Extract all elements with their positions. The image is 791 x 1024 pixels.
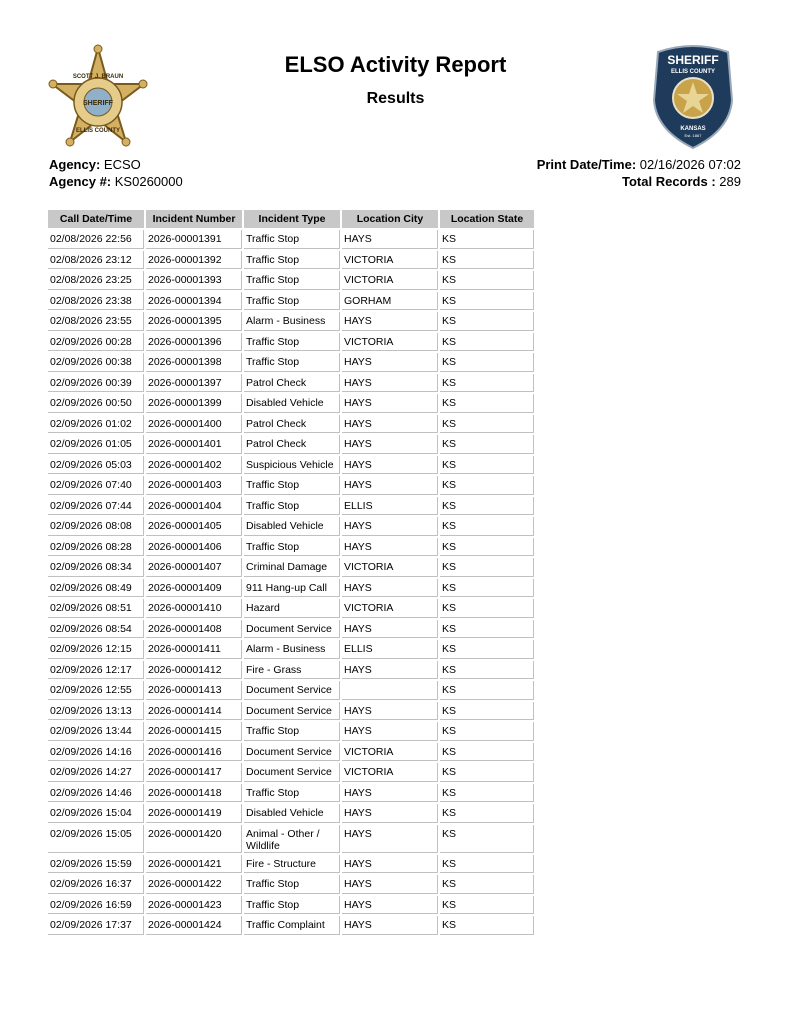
table-row: [48, 896, 534, 915]
incident-type-cell: Disabled Vehicle: [244, 517, 340, 536]
incident-type-cell: Traffic Complaint: [244, 916, 340, 935]
location-state-cell: KS: [440, 579, 534, 598]
incident-number-cell: 2026-00001392: [146, 251, 242, 270]
incident-type-cell: Document Service: [244, 702, 340, 721]
incident-type-cell: Hazard: [244, 599, 340, 618]
incident-number-cell: 2026-00001417: [146, 763, 242, 782]
patch-text-top: SHERIFF: [667, 53, 719, 67]
call-datetime-cell: 02/09/2026 01:02: [48, 415, 144, 434]
incident-type-cell: Traffic Stop: [244, 497, 340, 516]
incident-type-cell: Document Service: [244, 681, 340, 700]
location-state-cell: KS: [440, 620, 534, 639]
incident-number-cell: 2026-00001411: [146, 640, 242, 659]
location-state-cell: KS: [440, 333, 534, 352]
activity-table: [46, 208, 536, 937]
call-datetime-cell: 02/09/2026 07:44: [48, 497, 144, 516]
total-records-line: [537, 173, 741, 190]
incident-type-cell: Fire - Structure: [244, 855, 340, 874]
table-row: [48, 312, 534, 331]
location-city-cell: HAYS: [342, 804, 438, 823]
location-city-cell: HAYS: [342, 702, 438, 721]
incident-type-cell: Traffic Stop: [244, 784, 340, 803]
incident-type-cell: Traffic Stop: [244, 353, 340, 372]
call-datetime-cell: 02/09/2026 08:54: [48, 620, 144, 639]
incident-type-cell: Document Service: [244, 763, 340, 782]
report-title: ELSO Activity Report: [284, 52, 507, 77]
location-city-cell: HAYS: [342, 230, 438, 249]
location-city-cell: VICTORIA: [342, 558, 438, 577]
incident-type-cell: Traffic Stop: [244, 896, 340, 915]
incident-type-cell: Patrol Check: [244, 435, 340, 454]
patch-text-bottom: KANSAS: [680, 126, 706, 132]
table-header-row: [48, 210, 534, 228]
table-row: [48, 855, 534, 874]
print-datetime-value: 02/16/2026 07:02: [639, 157, 741, 172]
incident-number-cell: 2026-00001424: [146, 916, 242, 935]
table-row: [48, 702, 534, 721]
table-row: [48, 620, 534, 639]
location-state-cell: KS: [440, 558, 534, 577]
incident-type-cell: Alarm - Business: [244, 640, 340, 659]
call-datetime-cell: 02/08/2026 23:25: [48, 271, 144, 290]
incident-number-cell: 2026-00001394: [146, 292, 242, 311]
table-row: [48, 456, 534, 475]
location-city-cell: HAYS: [342, 435, 438, 454]
incident-number-cell: 2026-00001398: [146, 353, 242, 372]
table-row: [48, 784, 534, 803]
table-row: [48, 916, 534, 935]
location-city-cell: HAYS: [342, 415, 438, 434]
location-city-cell: HAYS: [342, 825, 438, 853]
incident-number-cell: 2026-00001406: [146, 538, 242, 557]
incident-number-cell: 2026-00001416: [146, 743, 242, 762]
print-datetime-label: Print Date/Time:: [536, 157, 637, 172]
table-row: [48, 333, 534, 352]
call-datetime-cell: 02/08/2026 22:56: [48, 230, 144, 249]
call-datetime-cell: 02/09/2026 00:28: [48, 333, 144, 352]
call-datetime-cell: 02/09/2026 08:51: [48, 599, 144, 618]
incident-number-cell: 2026-00001391: [146, 230, 242, 249]
location-city-cell: HAYS: [342, 312, 438, 331]
column-header: Location City: [342, 210, 438, 228]
call-datetime-cell: 02/09/2026 16:37: [48, 875, 144, 894]
column-header: Location State: [440, 210, 534, 228]
table-row: [48, 804, 534, 823]
location-city-cell: ELLIS: [342, 640, 438, 659]
location-city-cell: VICTORIA: [342, 333, 438, 352]
table-row: [48, 722, 534, 741]
location-state-cell: KS: [440, 661, 534, 680]
table-row: [48, 230, 534, 249]
incident-number-cell: 2026-00001401: [146, 435, 242, 454]
incident-number-cell: 2026-00001423: [146, 896, 242, 915]
incident-number-cell: 2026-00001407: [146, 558, 242, 577]
location-state-cell: KS: [440, 538, 534, 557]
agency-number-label: Agency #:: [49, 174, 112, 189]
location-city-cell: HAYS: [342, 394, 438, 413]
table-row: [48, 681, 534, 700]
incident-type-cell: Criminal Damage: [244, 558, 340, 577]
location-state-cell: KS: [440, 896, 534, 915]
location-city-cell: HAYS: [342, 538, 438, 557]
location-city-cell: HAYS: [342, 661, 438, 680]
incident-type-cell: Suspicious Vehicle: [244, 456, 340, 475]
location-state-cell: KS: [440, 415, 534, 434]
call-datetime-cell: 02/09/2026 08:34: [48, 558, 144, 577]
patch-text-sub: ELLIS COUNTY: [670, 69, 716, 75]
incident-type-cell: 911 Hang-up Call: [244, 579, 340, 598]
column-header: Incident Number: [146, 210, 242, 228]
call-datetime-cell: 02/09/2026 12:17: [48, 661, 144, 680]
location-state-cell: KS: [440, 804, 534, 823]
location-city-cell: GORHAM: [342, 292, 438, 311]
call-datetime-cell: 02/09/2026 15:05: [48, 825, 144, 853]
location-state-cell: KS: [440, 702, 534, 721]
star-text-center: SHERIFF: [83, 100, 113, 107]
column-header: Call Date/Time: [48, 210, 144, 228]
location-state-cell: KS: [440, 517, 534, 536]
table-row: [48, 558, 534, 577]
call-datetime-cell: 02/09/2026 14:27: [48, 763, 144, 782]
table-row: [48, 517, 534, 536]
print-info: [537, 156, 741, 190]
table-row: [48, 292, 534, 311]
incident-number-cell: 2026-00001404: [146, 497, 242, 516]
call-datetime-cell: 02/09/2026 07:40: [48, 476, 144, 495]
patch-text-est: Est. 1867: [684, 133, 702, 138]
table-row: [48, 825, 534, 853]
location-city-cell: HAYS: [342, 784, 438, 803]
table-row: [48, 640, 534, 659]
call-datetime-cell: 02/09/2026 12:55: [48, 681, 144, 700]
location-state-cell: KS: [440, 722, 534, 741]
location-city-cell: VICTORIA: [342, 251, 438, 270]
location-city-cell: HAYS: [342, 456, 438, 475]
table-row: [48, 415, 534, 434]
incident-number-cell: 2026-00001422: [146, 875, 242, 894]
table-row: [48, 661, 534, 680]
agency-value: ECSO: [103, 157, 141, 172]
location-state-cell: KS: [440, 916, 534, 935]
location-city-cell: [342, 681, 438, 700]
table-row: [48, 271, 534, 290]
table-row: [48, 394, 534, 413]
call-datetime-cell: 02/09/2026 13:13: [48, 702, 144, 721]
location-state-cell: KS: [440, 855, 534, 874]
location-city-cell: HAYS: [342, 855, 438, 874]
location-state-cell: KS: [440, 251, 534, 270]
location-state-cell: KS: [440, 763, 534, 782]
agency-label: Agency:: [49, 157, 101, 172]
incident-number-cell: 2026-00001409: [146, 579, 242, 598]
call-datetime-cell: 02/09/2026 15:04: [48, 804, 144, 823]
location-city-cell: VICTORIA: [342, 763, 438, 782]
call-datetime-cell: 02/09/2026 08:28: [48, 538, 144, 557]
location-city-cell: HAYS: [342, 916, 438, 935]
location-city-cell: VICTORIA: [342, 599, 438, 618]
call-datetime-cell: 02/09/2026 16:59: [48, 896, 144, 915]
incident-type-cell: Document Service: [244, 620, 340, 639]
incident-type-cell: Traffic Stop: [244, 333, 340, 352]
incident-type-cell: Disabled Vehicle: [244, 394, 340, 413]
incident-type-cell: Animal - Other / Wildlife: [244, 825, 340, 853]
incident-number-cell: 2026-00001408: [146, 620, 242, 639]
call-datetime-cell: 02/09/2026 08:08: [48, 517, 144, 536]
call-datetime-cell: 02/09/2026 12:15: [48, 640, 144, 659]
location-state-cell: KS: [440, 784, 534, 803]
incident-type-cell: Traffic Stop: [244, 538, 340, 557]
incident-number-cell: 2026-00001393: [146, 271, 242, 290]
incident-type-cell: Traffic Stop: [244, 230, 340, 249]
incident-number-cell: 2026-00001419: [146, 804, 242, 823]
call-datetime-cell: 02/08/2026 23:55: [48, 312, 144, 331]
incident-number-cell: 2026-00001402: [146, 456, 242, 475]
agency-number-line: [49, 173, 183, 190]
incident-number-cell: 2026-00001418: [146, 784, 242, 803]
location-state-cell: KS: [440, 353, 534, 372]
agency-number-value: KS0260000: [114, 174, 183, 189]
star-text-bottom: ELLIS COUNTY: [75, 128, 121, 134]
location-state-cell: KS: [440, 497, 534, 516]
location-state-cell: KS: [440, 312, 534, 331]
table-row: [48, 763, 534, 782]
table-row: [48, 599, 534, 618]
location-state-cell: KS: [440, 743, 534, 762]
agency-line: [49, 156, 183, 173]
incident-type-cell: Fire - Grass: [244, 661, 340, 680]
incident-type-cell: Traffic Stop: [244, 722, 340, 741]
table-row: [48, 875, 534, 894]
location-state-cell: KS: [440, 435, 534, 454]
location-state-cell: KS: [440, 599, 534, 618]
location-state-cell: KS: [440, 681, 534, 700]
location-state-cell: KS: [440, 640, 534, 659]
location-city-cell: HAYS: [342, 374, 438, 393]
table-row: [48, 579, 534, 598]
table-row: [48, 538, 534, 557]
location-state-cell: KS: [440, 875, 534, 894]
location-city-cell: HAYS: [342, 620, 438, 639]
incident-number-cell: 2026-00001405: [146, 517, 242, 536]
call-datetime-cell: 02/09/2026 15:59: [48, 855, 144, 874]
total-records-value: 289: [719, 174, 741, 189]
call-datetime-cell: 02/09/2026 05:03: [48, 456, 144, 475]
location-city-cell: HAYS: [342, 353, 438, 372]
table-row: [48, 374, 534, 393]
incident-number-cell: 2026-00001395: [146, 312, 242, 331]
location-city-cell: HAYS: [342, 579, 438, 598]
incident-number-cell: 2026-00001420: [146, 825, 242, 853]
incident-type-cell: Document Service: [244, 743, 340, 762]
agency-info: [49, 156, 183, 190]
table-row: [48, 435, 534, 454]
call-datetime-cell: 02/09/2026 13:44: [48, 722, 144, 741]
incident-number-cell: 2026-00001410: [146, 599, 242, 618]
incident-number-cell: 2026-00001412: [146, 661, 242, 680]
incident-type-cell: Patrol Check: [244, 415, 340, 434]
table-row: [48, 251, 534, 270]
incident-type-cell: Traffic Stop: [244, 875, 340, 894]
incident-type-cell: Traffic Stop: [244, 251, 340, 270]
location-state-cell: KS: [440, 394, 534, 413]
location-state-cell: KS: [440, 374, 534, 393]
table-row: [48, 743, 534, 762]
location-city-cell: HAYS: [342, 722, 438, 741]
column-header: Incident Type: [244, 210, 340, 228]
star-text-top: SCOTT J. BRAUN: [72, 74, 124, 80]
incident-number-cell: 2026-00001397: [146, 374, 242, 393]
call-datetime-cell: 02/09/2026 00:50: [48, 394, 144, 413]
incident-number-cell: 2026-00001413: [146, 681, 242, 700]
incident-type-cell: Patrol Check: [244, 374, 340, 393]
incident-number-cell: 2026-00001399: [146, 394, 242, 413]
incident-number-cell: 2026-00001396: [146, 333, 242, 352]
table-row: [48, 476, 534, 495]
print-datetime-line: [537, 156, 741, 173]
call-datetime-cell: 02/09/2026 08:49: [48, 579, 144, 598]
location-state-cell: KS: [440, 271, 534, 290]
call-datetime-cell: 02/09/2026 00:38: [48, 353, 144, 372]
location-city-cell: HAYS: [342, 896, 438, 915]
location-state-cell: KS: [440, 292, 534, 311]
incident-type-cell: Traffic Stop: [244, 292, 340, 311]
call-datetime-cell: 02/09/2026 14:16: [48, 743, 144, 762]
location-city-cell: HAYS: [342, 875, 438, 894]
incident-number-cell: 2026-00001414: [146, 702, 242, 721]
call-datetime-cell: 02/08/2026 23:12: [48, 251, 144, 270]
location-city-cell: ELLIS: [342, 497, 438, 516]
incident-type-cell: Alarm - Business: [244, 312, 340, 331]
call-datetime-cell: 02/09/2026 01:05: [48, 435, 144, 454]
call-datetime-cell: 02/09/2026 00:39: [48, 374, 144, 393]
location-city-cell: HAYS: [342, 517, 438, 536]
incident-type-cell: Traffic Stop: [244, 271, 340, 290]
incident-type-cell: Traffic Stop: [244, 476, 340, 495]
location-state-cell: KS: [440, 825, 534, 853]
location-state-cell: KS: [440, 456, 534, 475]
location-state-cell: KS: [440, 476, 534, 495]
total-records-label: Total Records :: [622, 174, 716, 189]
table-row: [48, 353, 534, 372]
table-row: [48, 497, 534, 516]
incident-number-cell: 2026-00001415: [146, 722, 242, 741]
incident-number-cell: 2026-00001400: [146, 415, 242, 434]
report-subtitle: Results: [366, 90, 425, 107]
call-datetime-cell: 02/09/2026 17:37: [48, 916, 144, 935]
table-body: [48, 230, 534, 935]
call-datetime-cell: 02/09/2026 14:46: [48, 784, 144, 803]
incident-number-cell: 2026-00001421: [146, 855, 242, 874]
location-city-cell: HAYS: [342, 476, 438, 495]
call-datetime-cell: 02/08/2026 23:38: [48, 292, 144, 311]
incident-number-cell: 2026-00001403: [146, 476, 242, 495]
location-city-cell: VICTORIA: [342, 743, 438, 762]
location-city-cell: VICTORIA: [342, 271, 438, 290]
incident-type-cell: Disabled Vehicle: [244, 804, 340, 823]
location-state-cell: KS: [440, 230, 534, 249]
